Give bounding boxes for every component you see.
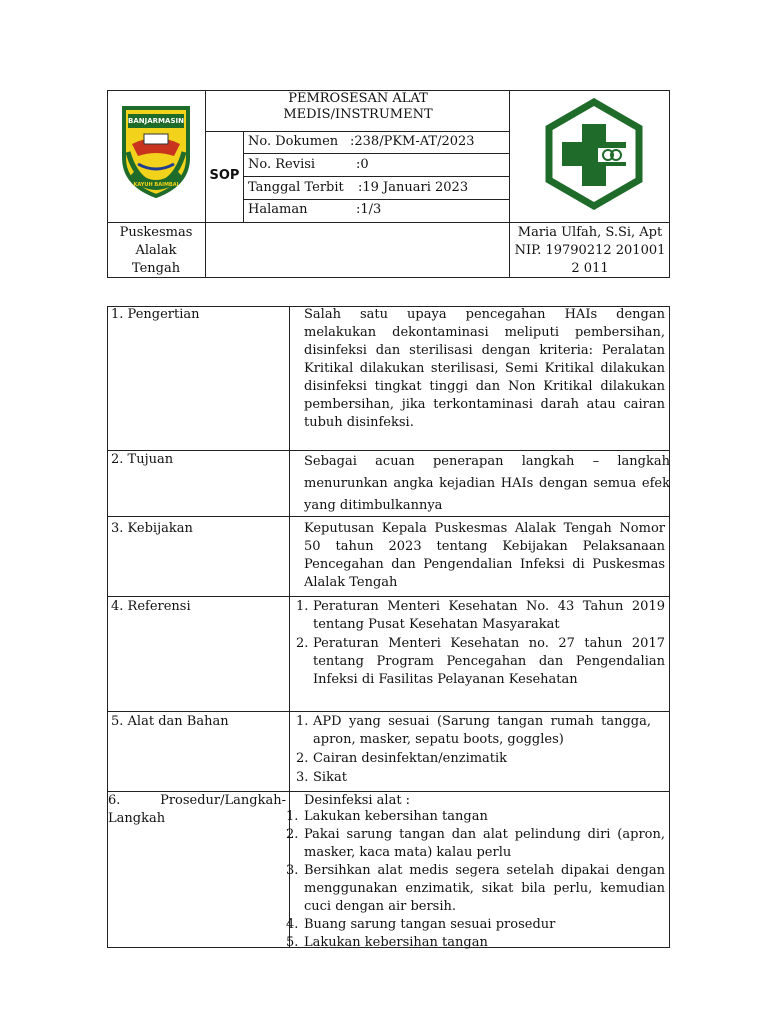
list-item: 1. Peraturan Menteri Kesehatan No. 43 Tahun 2019 tentang Pusat Kesehatan Masyarakat <box>296 599 665 632</box>
prosedur-list <box>286 808 665 952</box>
label-tujuan: 2. Tujuan <box>111 452 174 467</box>
label-kebijakan: 3. Kebijakan <box>111 521 193 536</box>
info-row-dokumen: No. Dokumen :238/PKM-AT/2023 <box>243 131 510 154</box>
info-row-revisi: No. Revisi :0 <box>243 154 510 177</box>
list-item: 2. Peraturan Menteri Kesehatan no. 27 tahun 2017 tentang Program Pencegahan dan Pengendalian Infeksi di Fasilitas Pelayanan Kesehatan <box>296 636 665 687</box>
list-item: 3. Bersihkan alat medis segera setelah dipakai dengan menggunakan enzimatik, sikat bila perlu, kemudian cuci dengan air bersih. <box>286 863 665 914</box>
label-alat: 5. Alat dan Bahan <box>111 714 229 729</box>
label-prosedur: 6. Prosedur/Langkah-Langkah <box>108 793 286 826</box>
logo-text-bottom: KAYUH BAIMBAI <box>133 182 179 188</box>
document-title: PEMROSESAN ALAT MEDIS/INSTRUMENT <box>283 91 433 122</box>
logo-text-top: BANJARMASIN <box>128 117 184 125</box>
prosedur-intro: Desinfeksi alat : <box>304 793 411 808</box>
list-item: 1. Lakukan kebersihan tangan <box>286 809 488 824</box>
referensi-list <box>296 598 665 689</box>
text-tujuan: Sebagai acuan penerapan langkah – langkah menurunkan angka kejadian HAIs dengan semua efek yang ditimbulkannya <box>304 454 670 513</box>
text-kebijakan: Keputusan Kepala Puskesmas Alalak Tengah Nomor 50 tahun 2023 tentang Kebijakan Pelaksanaan Pencegahan dan Pengendalian Infeksi di Puskesmas Alalak Tengah <box>304 521 665 590</box>
list-item: 2. Pakai sarung tangan dan alat pelindung diri (apron, masker, kaca mata) kalau perlu <box>286 827 665 860</box>
puskesmas-logo <box>538 98 650 210</box>
alat-list <box>296 713 651 791</box>
list-item: 1. APD yang sesuai (Sarung tangan rumah tangga, apron, masker, sepatu boots, goggles) <box>296 714 651 747</box>
list-item: 2. Cairan desinfektan/enzimatik <box>296 751 508 766</box>
label-pengertian: 1. Pengertian <box>111 307 200 322</box>
org-name: Puskesmas Alalak Tengah <box>119 225 193 276</box>
list-item: 3. Sikat <box>296 770 347 785</box>
text-pengertian: Salah satu upaya pencegahan HAIs dengan melakukan dekontaminasi meliputi pembersihan, disinfeksi dan sterilisasi dengan kriteria: Peralatan Kritikal dilakukan sterilisasi, Semi Kritikal dilakukan disinfeksi tingkat tinggi dan Non Kritikal dilakukan pembersihan, jika terkontaminasi darah atau cairan tubuh disinfeksi. <box>304 307 665 430</box>
list-item: 4. Buang sarung tangan sesuai prosedur <box>286 917 556 932</box>
info-row-tanggal: Tanggal Terbit :19 Januari 2023 <box>243 177 510 200</box>
banjarmasin-logo <box>118 104 194 200</box>
list-item: 5. Lakukan kebersihan tangan <box>286 935 488 950</box>
sop-label: SOP <box>209 168 240 183</box>
signatory: Maria Ulfah, S.Si, Apt NIP. 19790212 201001 2 011 <box>514 225 666 276</box>
label-referensi: 4. Referensi <box>111 599 191 614</box>
info-row-halaman: Halaman :1/3 <box>248 202 382 217</box>
